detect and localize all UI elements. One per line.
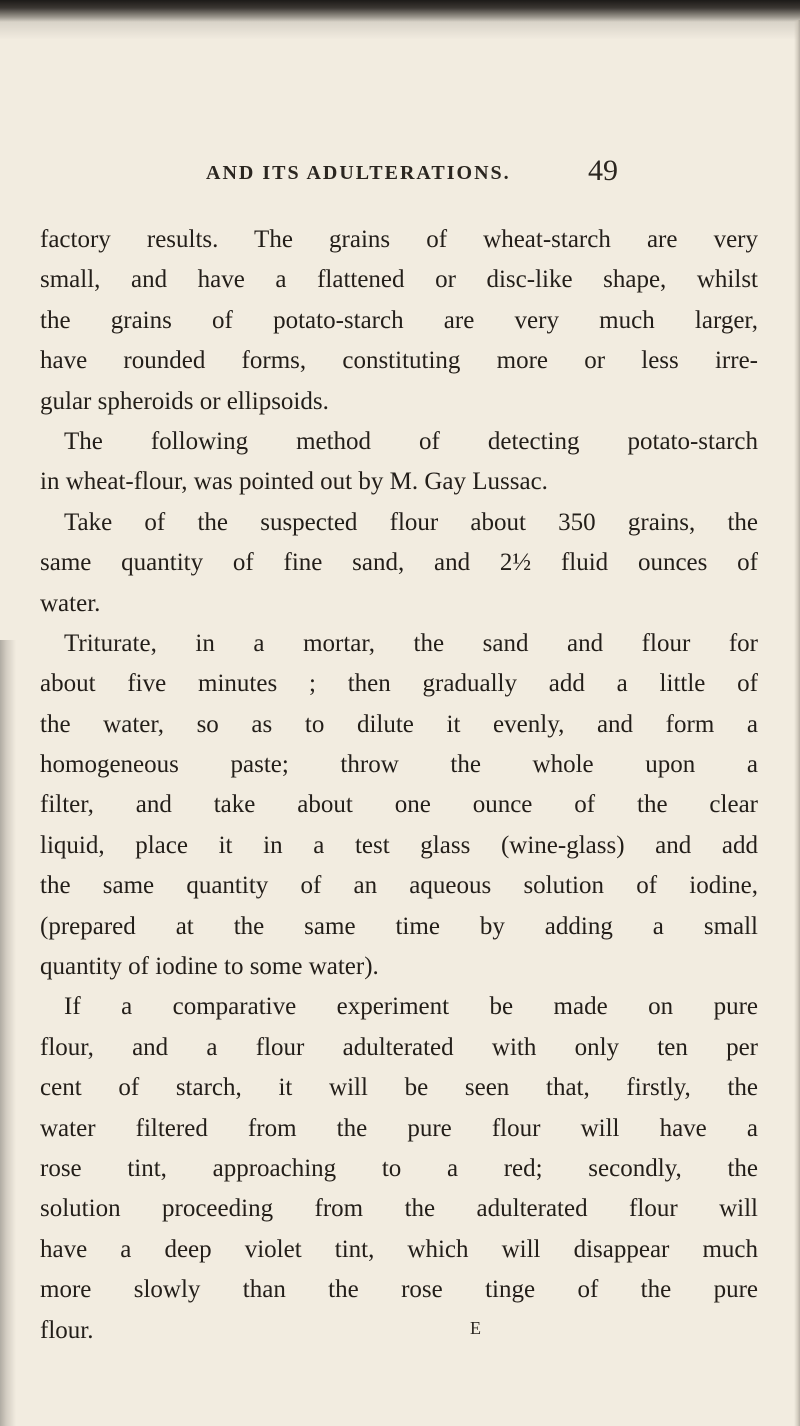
page-right-edge [794, 20, 800, 1426]
body-text [40, 220, 758, 1351]
text-line: water. [40, 589, 101, 617]
text-line: cent of starch, it will be seen that, firstly, the [40, 1074, 758, 1102]
text-line: rose tint, approaching to a red; secondly, the [40, 1154, 758, 1182]
text-line: in wheat-flour, was pointed out by M. Gay Lussac. [40, 468, 548, 496]
text-line: small, and have a flattened or disc-like shape, whilst [40, 266, 758, 294]
text-line: filter, and take about one ounce of the clear [40, 791, 758, 819]
text-line: gular spheroids or ellipsoids. [40, 387, 329, 415]
text-line: homogeneous paste; throw the whole upon a [40, 751, 758, 779]
text-line: the grains of potato-starch are very much larger, [40, 306, 758, 334]
signature-mark: E [470, 1318, 482, 1338]
text-line: quantity of iodine to some water). [40, 953, 379, 981]
text-line: liquid, place it in a test glass (wine-glass) and add [40, 831, 758, 859]
text-line: If a comparative experiment be made on pure [64, 993, 758, 1021]
text-line: more slowly than the rose tinge of the pure [40, 1276, 758, 1304]
binding-gutter-shadow [0, 640, 16, 1426]
text-line: about five minutes ; then gradually add a little of [40, 670, 758, 698]
text-line: flour, and a flour adulterated with only ten per [40, 1033, 758, 1061]
text-line: the water, so as to dilute it evenly, and form a [40, 710, 758, 738]
text-line: same quantity of fine sand, and 2½ fluid ounces of [40, 549, 758, 577]
text-line: have a deep violet tint, which will disappear much [40, 1235, 758, 1263]
text-line: (prepared at the same time by adding a small [40, 912, 758, 940]
text-line: Take of the suspected flour about 350 grains, the [64, 508, 758, 536]
running-title: AND ITS ADULTERATIONS. [206, 162, 511, 184]
text-line: flour. [40, 1316, 94, 1344]
page-top-edge [0, 0, 800, 22]
text-line: water filtered from the pure flour will have a [40, 1114, 758, 1142]
text-line: the same quantity of an aqueous solution of iodine, [40, 872, 758, 900]
text-line: solution proceeding from the adulterated flour will [40, 1195, 758, 1223]
text-line: factory results. The grains of wheat-starch are very [40, 226, 758, 253]
text-line: The following method of detecting potato-starch [64, 427, 758, 455]
text-line: have rounded forms, constituting more or less irre- [40, 347, 758, 375]
page-number: 49 [588, 154, 618, 187]
text-line: Triturate, in a mortar, the sand and flour for [64, 629, 758, 657]
running-head [0, 154, 800, 198]
